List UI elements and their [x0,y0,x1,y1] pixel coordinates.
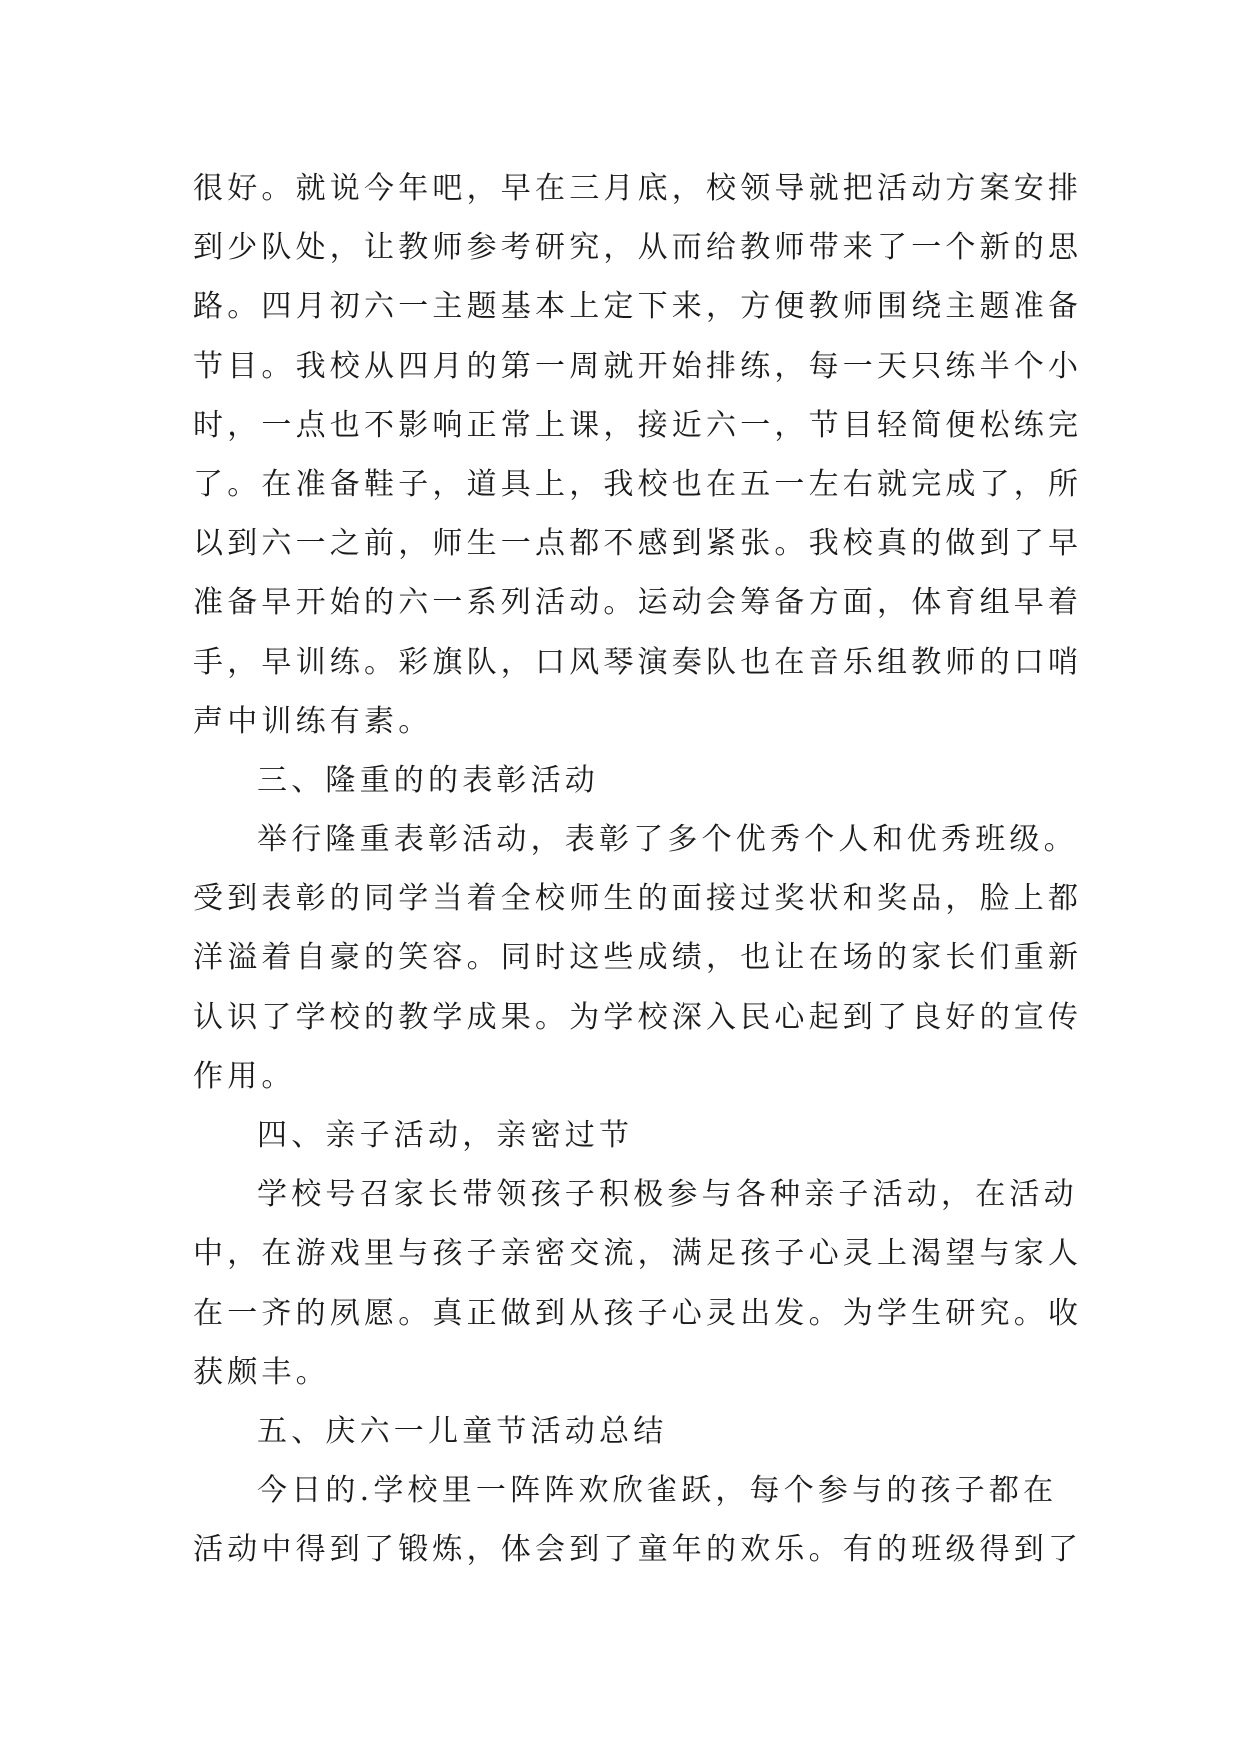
section-heading: 四、亲子活动，亲密过节 [257,1118,634,1153]
text-line: 声中训练有素。 [193,703,433,739]
paragraph-first-line: 今日的.学校里一阵阵欢欣雀跃，每个参与的孩子都在 [257,1473,1058,1509]
text-line: 准备早开始的六一系列活动。运动会筹备方面，体育组早着 [193,585,1083,621]
text-line: 中，在游戏里与孩子亲密交流，满足孩子心灵上渴望与家人 [193,1236,1083,1272]
text-line: 到少队处，让教师参考研究，从而给教师带来了一个新的思 [193,230,1083,266]
paragraph-first-line: 举行隆重表彰活动，表彰了多个优秀个人和优秀班级。 [257,822,1078,858]
text-line: 受到表彰的同学当着全校师生的面接过奖状和奖品，脸上都 [193,881,1083,917]
text-line: 活动中得到了锻炼，体会到了童年的欢乐。有的班级得到了 [193,1532,1083,1568]
body-text [193,159,1083,1580]
text-line: 获颇丰。 [193,1354,330,1390]
text-line: 节目。我校从四月的第一周就开始排练，每一天只练半个小 [193,348,1083,384]
text-line: 路。四月初六一主题基本上定下来，方便教师围绕主题准备 [193,289,1083,325]
text-line: 在一齐的夙愿。真正做到从孩子心灵出发。为学生研究。收 [193,1295,1083,1331]
text-line: 以到六一之前，师生一点都不感到紧张。我校真的做到了早 [193,526,1083,562]
text-line: 时，一点也不影响正常上课，接近六一，节目轻简便松练完 [193,407,1083,443]
text-line: 手，早训练。彩旗队，口风琴演奏队也在音乐组教师的口哨 [193,644,1083,680]
section-heading: 五、庆六一儿童节活动总结 [257,1413,668,1449]
section-heading: 三、隆重的的表彰活动 [257,762,599,798]
text-line: 了。在准备鞋子，道具上，我校也在五一左右就完成了，所 [193,466,1083,502]
text-line: 认识了学校的教学成果。为学校深入民心起到了良好的宣传 [193,999,1083,1035]
text-line: 很好。就说今年吧，早在三月底，校领导就把活动方案安排 [193,171,1083,206]
paragraph-first-line: 学校号召家长带领孩子积极参与各种亲子活动，在活动 [257,1177,1078,1213]
text-line: 洋溢着自豪的笑容。同时这些成绩，也让在场的家长们重新 [193,940,1083,976]
text-line: 作用。 [193,1058,296,1094]
